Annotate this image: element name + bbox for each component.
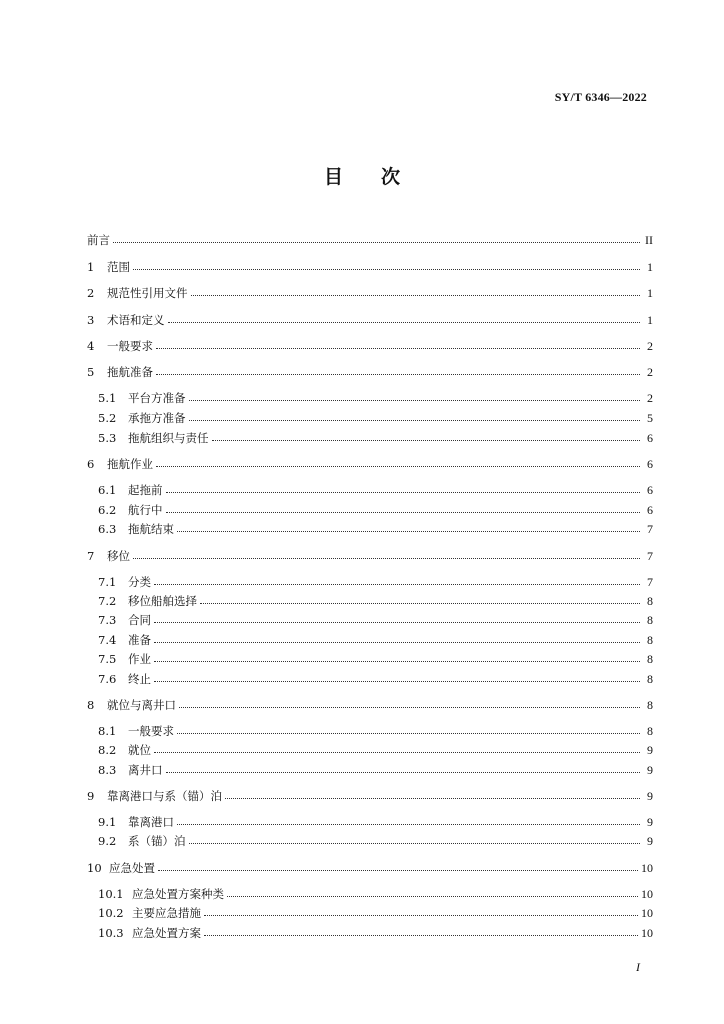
toc-entry-7-2[interactable]: [98, 593, 653, 609]
toc-entry-10-3[interactable]: [98, 925, 653, 941]
toc-number: 5.2: [98, 411, 117, 425]
toc-page: 8: [647, 612, 653, 627]
toc-number: 8: [87, 698, 95, 712]
dot-leader: [154, 641, 640, 643]
toc-page: 8: [647, 671, 653, 686]
page-title: [0, 162, 724, 189]
toc-entry-7-4[interactable]: [98, 632, 653, 648]
toc-entry-8-2[interactable]: [98, 742, 653, 758]
toc-label: 主要应急措施: [132, 906, 201, 920]
dot-leader: [166, 491, 641, 493]
toc-label: 靠离港口: [128, 815, 174, 829]
toc-page: 7: [647, 521, 653, 536]
toc-entry-6[interactable]: [87, 456, 653, 472]
toc-number: 8.2: [98, 743, 117, 757]
toc-number: 10.1: [98, 887, 124, 901]
toc-number: 7.2: [98, 594, 117, 608]
toc-page: 7: [647, 548, 653, 563]
dot-leader: [225, 797, 640, 799]
toc-entry-9-1[interactable]: [98, 814, 653, 830]
toc-entry-1[interactable]: [87, 259, 653, 275]
toc-number: 5: [87, 365, 95, 379]
toc-label: 范围: [107, 260, 130, 274]
toc-number: 10.3: [98, 926, 124, 940]
toc-number: 2: [87, 286, 95, 300]
toc-entry-6-3[interactable]: [98, 521, 653, 537]
standard-code: SY/T 6346—2022: [554, 90, 647, 104]
toc-page: 2: [647, 338, 653, 353]
toc-page: 10: [641, 886, 653, 901]
toc-number: 6: [87, 457, 95, 471]
toc-label: 平台方准备: [128, 391, 186, 405]
toc-entry-7-6[interactable]: [98, 671, 653, 687]
dot-leader: [189, 399, 641, 401]
toc-number: 7.5: [98, 652, 117, 666]
toc-entry-5-1[interactable]: [98, 390, 653, 406]
toc-page: 9: [647, 742, 653, 757]
dot-leader: [177, 823, 640, 825]
toc-entry-8-3[interactable]: [98, 762, 653, 778]
toc-number: 7: [87, 549, 95, 563]
toc-entry-2[interactable]: [87, 285, 653, 301]
toc-page: 6: [647, 502, 653, 517]
toc-entry-8-1[interactable]: [98, 723, 653, 739]
toc-page: 7: [647, 574, 653, 589]
toc-number: 6.3: [98, 522, 117, 536]
toc-label: 一般要求: [107, 339, 153, 353]
dot-leader: [154, 680, 640, 682]
dot-leader: [166, 771, 641, 773]
toc-number: 10: [87, 861, 102, 875]
dot-leader: [189, 842, 641, 844]
toc-label: 承拖方准备: [128, 411, 186, 425]
toc-label: 拖航作业: [107, 457, 153, 471]
dot-leader: [156, 465, 640, 467]
toc-number: 1: [87, 260, 95, 274]
dot-leader: [191, 294, 641, 296]
toc-page: II: [645, 232, 653, 247]
toc-page: 6: [647, 430, 653, 445]
toc-label: 离井口: [128, 763, 163, 777]
toc-label: 靠离港口与系（锚）泊: [107, 789, 222, 803]
toc-number: 8.1: [98, 724, 117, 738]
dot-leader: [156, 347, 640, 349]
dot-leader: [212, 439, 641, 441]
toc-number: 5.3: [98, 431, 117, 445]
toc-page: 8: [647, 651, 653, 666]
toc-entry-10-1[interactable]: [98, 886, 653, 902]
toc-page: 8: [647, 723, 653, 738]
toc-label: 术语和定义: [107, 313, 165, 327]
toc-entry-5[interactable]: [87, 364, 653, 380]
toc-page: 9: [647, 833, 653, 848]
toc-label: 拖航准备: [107, 365, 153, 379]
dot-leader: [154, 621, 640, 623]
toc-label: 合同: [128, 613, 151, 627]
toc-number: 7.3: [98, 613, 117, 627]
toc-page: 9: [647, 788, 653, 803]
toc-label: 终止: [128, 672, 151, 686]
toc-label: 拖航结束: [128, 522, 174, 536]
dot-leader: [154, 660, 640, 662]
toc-page: 8: [647, 697, 653, 712]
dot-leader: [204, 934, 638, 936]
toc-label: 前言: [87, 233, 110, 247]
dot-leader: [168, 321, 641, 323]
toc-number: 4: [87, 339, 95, 353]
toc-page: 1: [647, 285, 653, 300]
toc-page: 9: [647, 814, 653, 829]
toc-entry-7-5[interactable]: [98, 651, 653, 667]
dot-leader: [227, 895, 638, 897]
dot-leader: [177, 732, 640, 734]
toc-entry-9[interactable]: [87, 788, 653, 804]
toc-label: 分类: [128, 575, 151, 589]
toc-label: 系（锚）泊: [128, 834, 186, 848]
toc-number: 7.1: [98, 575, 117, 589]
toc-page: 1: [647, 259, 653, 274]
toc-number: 10.2: [98, 906, 124, 920]
toc-page: 2: [647, 390, 653, 405]
dot-leader: [133, 268, 640, 270]
toc-number: 6.2: [98, 503, 117, 517]
title-part-1: 目: [323, 166, 343, 188]
toc-label: 应急处置方案: [132, 926, 201, 940]
dot-leader: [158, 869, 638, 871]
toc-page: 6: [647, 482, 653, 497]
toc-number: 3: [87, 313, 95, 327]
toc-label: 就位与离井口: [107, 698, 176, 712]
toc-entry-10[interactable]: [87, 860, 653, 876]
toc-page: 1: [647, 312, 653, 327]
toc-page: 6: [647, 456, 653, 471]
toc-page: 5: [647, 410, 653, 425]
toc-label: 拖航组织与责任: [128, 431, 209, 445]
toc-entry-5-3[interactable]: [98, 430, 653, 446]
toc-number: 6.1: [98, 483, 117, 497]
dot-leader: [113, 241, 640, 243]
toc-entry-9-2[interactable]: [98, 833, 653, 849]
toc-page: 10: [641, 860, 653, 875]
toc-page: 9: [647, 762, 653, 777]
toc-entry-4[interactable]: [87, 338, 653, 354]
toc-label: 一般要求: [128, 724, 174, 738]
toc-label: 移位: [107, 549, 130, 563]
toc-number: 7.6: [98, 672, 117, 686]
toc-entry-6-1[interactable]: [98, 482, 653, 498]
toc-number: 9.1: [98, 815, 117, 829]
dot-leader: [179, 706, 640, 708]
title-part-2: 次: [381, 166, 401, 188]
toc-label: 起拖前: [128, 483, 163, 497]
toc-entry-7[interactable]: [87, 548, 653, 564]
toc-number: 5.1: [98, 391, 117, 405]
toc-label: 作业: [128, 652, 151, 666]
dot-leader: [166, 511, 641, 513]
toc-label: 应急处置方案种类: [132, 887, 224, 901]
toc-number: 9: [87, 789, 95, 803]
dot-leader: [189, 419, 641, 421]
toc-entry-5-2[interactable]: [98, 410, 653, 426]
toc-page: 2: [647, 364, 653, 379]
toc-label: 应急处置: [109, 861, 155, 875]
dot-leader: [156, 373, 640, 375]
toc-label: 就位: [128, 743, 151, 757]
toc-entry-3[interactable]: [87, 312, 653, 328]
toc-label: 航行中: [128, 503, 163, 517]
toc-page: 8: [647, 593, 653, 608]
toc-page: 10: [641, 925, 653, 940]
dot-leader: [154, 583, 640, 585]
toc-page: 8: [647, 632, 653, 647]
dot-leader: [204, 914, 638, 916]
toc-number: 7.4: [98, 633, 117, 647]
toc-number: 9.2: [98, 834, 117, 848]
toc-entry-6-2[interactable]: [98, 502, 653, 518]
toc-label: 移位船舶选择: [128, 594, 197, 608]
toc-label: 准备: [128, 633, 151, 647]
toc-page: 10: [641, 905, 653, 920]
toc-entry-foreword[interactable]: [87, 232, 653, 248]
dot-leader: [177, 530, 640, 532]
toc-entry-8[interactable]: [87, 697, 653, 713]
toc-number: 8.3: [98, 763, 117, 777]
dot-leader: [154, 751, 640, 753]
toc-entry-7-1[interactable]: [98, 574, 653, 590]
dot-leader: [133, 557, 640, 559]
page-number: I: [636, 960, 640, 974]
toc-entry-10-2[interactable]: [98, 905, 653, 921]
toc-entry-7-3[interactable]: [98, 612, 653, 628]
dot-leader: [200, 602, 640, 604]
toc-label: 规范性引用文件: [107, 286, 188, 300]
